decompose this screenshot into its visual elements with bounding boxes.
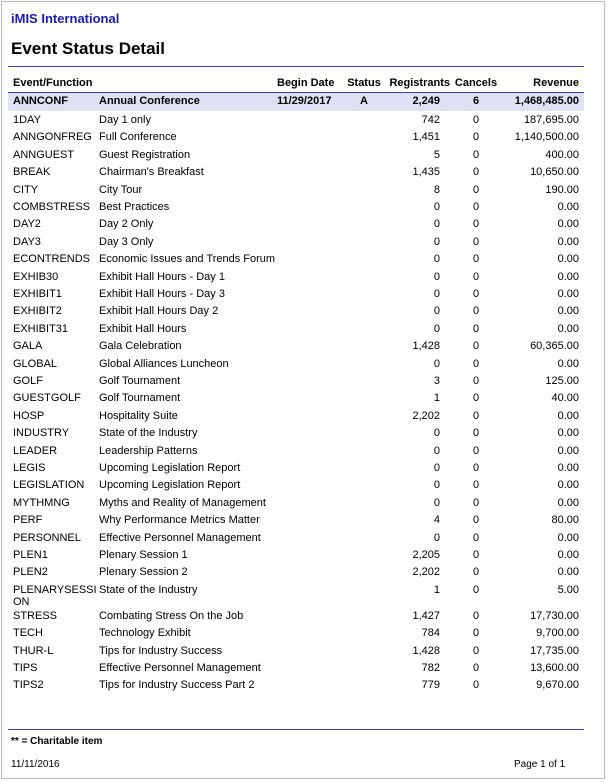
table-row xyxy=(8,182,584,199)
col-registrants: Registrants xyxy=(389,77,450,89)
function-revenue: 190.00 xyxy=(545,183,579,196)
function-revenue: 0.00 xyxy=(557,357,579,370)
function-registrants: 742 xyxy=(421,114,440,126)
event-revenue: 1,468,485.00 xyxy=(514,95,579,107)
function-revenue: 0.00 xyxy=(557,566,579,579)
table-row xyxy=(8,625,584,642)
function-cancels: 0 xyxy=(472,627,480,640)
function-cancels: 0 xyxy=(472,566,480,579)
function-revenue: 17,730.00 xyxy=(530,609,579,622)
function-code: COMBSTRESS xyxy=(13,201,91,213)
function-code: THUR-L xyxy=(13,644,54,657)
table-row xyxy=(8,477,584,494)
function-name: Exhibit Hall Hours xyxy=(99,322,187,335)
function-registrants: 2,202 xyxy=(412,566,440,579)
function-revenue: 0.00 xyxy=(557,322,579,335)
function-registrants: 3 xyxy=(433,375,440,387)
function-code: LEGIS xyxy=(13,462,46,474)
function-revenue: 17,735.00 xyxy=(530,644,579,657)
function-cancels: 0 xyxy=(472,114,480,126)
function-cancels: 0 xyxy=(472,131,480,144)
table-row xyxy=(8,547,584,564)
function-code: DAY2 xyxy=(13,218,41,231)
function-name: Myths and Reality of Management xyxy=(99,496,266,509)
function-revenue: 400.00 xyxy=(545,148,579,161)
function-registrants: 0 xyxy=(433,444,440,457)
function-registrants: 1,427 xyxy=(412,609,440,622)
function-revenue: 187,695.00 xyxy=(523,114,579,126)
function-code: CITY xyxy=(13,183,39,196)
function-revenue: 40.00 xyxy=(551,392,579,405)
event-status: A xyxy=(360,95,368,107)
table-row xyxy=(8,286,584,303)
function-code: LEADER xyxy=(13,444,58,457)
table-row xyxy=(8,443,584,460)
function-name: Best Practices xyxy=(99,201,170,213)
function-cancels: 0 xyxy=(472,288,480,300)
function-name: Technology Exhibit xyxy=(99,627,191,640)
table-row xyxy=(8,425,584,442)
function-cancels: 0 xyxy=(472,357,480,370)
function-revenue: 1,140,500.00 xyxy=(514,131,579,144)
table-header xyxy=(8,77,584,91)
function-registrants: 1,435 xyxy=(412,166,440,179)
report-date: 11/11/2016 xyxy=(11,759,60,770)
table-row xyxy=(8,495,584,512)
table-row xyxy=(8,269,584,286)
function-cancels: 0 xyxy=(472,679,480,692)
function-registrants: 0 xyxy=(433,427,440,440)
function-registrants: 0 xyxy=(433,531,440,544)
event-begin-date: 11/29/2017 xyxy=(277,95,332,107)
function-revenue: 0.00 xyxy=(557,235,579,248)
function-registrants: 0 xyxy=(433,496,440,509)
function-cancels: 0 xyxy=(472,166,480,179)
function-code: GUESTGOLF xyxy=(13,392,81,405)
function-name: Why Performance Metrics Matter xyxy=(99,514,260,527)
event-name: Annual Conference xyxy=(99,95,200,107)
col-status: Status xyxy=(347,77,381,89)
function-name: Exhibit Hall Hours - Day 3 xyxy=(99,288,225,300)
function-registrants: 0 xyxy=(433,218,440,231)
function-revenue: 0.00 xyxy=(557,496,579,509)
org-name: iMIS International xyxy=(11,11,120,26)
col-event: Event/Function xyxy=(13,77,93,89)
table-row xyxy=(8,234,584,251)
function-code: EXHIBIT31 xyxy=(13,322,69,335)
table-row xyxy=(8,129,584,146)
function-registrants: 1 xyxy=(433,583,440,596)
table-row xyxy=(8,582,584,608)
function-code: GLOBAL xyxy=(13,357,58,370)
page-title: Event Status Detail xyxy=(11,39,165,58)
function-cancels: 0 xyxy=(472,148,480,161)
function-cancels: 0 xyxy=(472,583,480,596)
event-code: ANNCONF xyxy=(13,95,68,107)
function-cancels: 0 xyxy=(472,201,480,213)
function-code: STRESS xyxy=(13,609,58,622)
function-code: PLEN1 xyxy=(13,549,48,561)
table-row xyxy=(8,677,584,694)
page-indicator: Page 1 of 1 xyxy=(514,759,566,770)
function-cancels: 0 xyxy=(472,444,480,457)
function-registrants: 0 xyxy=(433,479,440,492)
function-name: Effective Personnel Management xyxy=(99,531,261,544)
function-code: TECH xyxy=(13,627,43,640)
table-row xyxy=(8,164,584,181)
function-revenue: 125.00 xyxy=(545,375,579,387)
function-name: Chairman's Breakfast xyxy=(99,166,204,179)
function-registrants: 0 xyxy=(433,201,440,213)
header-rule xyxy=(8,66,584,67)
function-name: State of the Industry xyxy=(99,583,198,596)
function-cancels: 0 xyxy=(472,479,480,492)
function-code: PERF xyxy=(13,514,43,527)
function-cancels: 0 xyxy=(472,427,480,440)
function-code: GALA xyxy=(13,340,43,353)
function-code: GOLF xyxy=(13,375,43,387)
function-revenue: 0.00 xyxy=(557,218,579,231)
function-name: City Tour xyxy=(99,183,143,196)
function-revenue: 0.00 xyxy=(557,253,579,266)
event-registrants: 2,249 xyxy=(412,95,440,107)
function-name: Full Conference xyxy=(99,131,177,144)
function-cancels: 0 xyxy=(472,253,480,266)
function-registrants: 0 xyxy=(433,270,440,283)
function-registrants: 4 xyxy=(433,514,440,527)
function-registrants: 0 xyxy=(433,235,440,248)
function-revenue: 0.00 xyxy=(557,549,579,561)
table-row xyxy=(8,608,584,625)
function-cancels: 0 xyxy=(472,662,480,674)
function-code: DAY3 xyxy=(13,235,41,248)
function-name: Upcoming Legislation Report xyxy=(99,479,241,492)
function-name: Economic Issues and Trends Forum xyxy=(99,253,276,266)
function-code: ECONTRENDS xyxy=(13,253,91,266)
function-name: Day 1 only xyxy=(99,114,151,126)
function-name: Hospitality Suite xyxy=(99,409,178,422)
table-row xyxy=(8,460,584,477)
function-registrants: 782 xyxy=(421,662,440,674)
table-row xyxy=(8,199,584,216)
function-name: Tips for Industry Success Part 2 xyxy=(99,679,255,692)
function-code: PLENARYSESSI ON xyxy=(13,583,97,608)
function-revenue: 13,600.00 xyxy=(530,662,579,674)
event-cancels: 6 xyxy=(472,95,480,107)
function-cancels: 0 xyxy=(472,531,480,544)
function-code: INDUSTRY xyxy=(13,427,70,440)
function-name: Gala Celebration xyxy=(99,340,182,353)
function-code: LEGISLATION xyxy=(13,479,85,492)
function-revenue: 0.00 xyxy=(557,270,579,283)
function-registrants: 0 xyxy=(433,462,440,474)
function-name: Day 3 Only xyxy=(99,235,154,248)
function-cancels: 0 xyxy=(472,644,480,657)
table-row xyxy=(8,112,584,129)
function-code: EXHIBIT1 xyxy=(13,288,62,300)
function-revenue: 0.00 xyxy=(557,409,579,422)
table-row xyxy=(8,643,584,660)
function-registrants: 1,428 xyxy=(412,644,440,657)
function-cancels: 0 xyxy=(472,375,480,387)
function-name: Plenary Session 1 xyxy=(99,549,188,561)
function-code: EXHIBIT2 xyxy=(13,305,62,318)
function-cancels: 0 xyxy=(472,340,480,353)
function-revenue: 60,365.00 xyxy=(530,340,579,353)
function-code: PLEN2 xyxy=(13,566,48,579)
function-name: Exhibit Hall Hours - Day 1 xyxy=(99,270,225,283)
function-registrants: 0 xyxy=(433,322,440,335)
function-registrants: 8 xyxy=(433,183,440,196)
function-cancels: 0 xyxy=(472,183,480,196)
function-name: Day 2 Only xyxy=(99,218,154,231)
col-cancels: Cancels xyxy=(454,77,498,89)
table-row xyxy=(8,512,584,529)
function-revenue: 9,670.00 xyxy=(536,679,579,692)
function-registrants: 0 xyxy=(433,305,440,318)
function-code: EXHIB30 xyxy=(13,270,59,283)
charitable-note: ** = Charitable item xyxy=(11,736,103,747)
function-revenue: 5.00 xyxy=(557,583,579,596)
function-registrants: 1 xyxy=(433,392,440,405)
function-name: State of the Industry xyxy=(99,427,198,440)
function-code: BREAK xyxy=(13,166,51,179)
function-cancels: 0 xyxy=(472,218,480,231)
function-revenue: 80.00 xyxy=(551,514,579,527)
footer-rule xyxy=(8,729,584,730)
function-registrants: 2,202 xyxy=(412,409,440,422)
table-row xyxy=(8,251,584,268)
function-name: Leadership Patterns xyxy=(99,444,198,457)
function-revenue: 0.00 xyxy=(557,462,579,474)
function-registrants: 0 xyxy=(433,357,440,370)
function-code: ANNGONFREG xyxy=(13,131,92,144)
function-name: Global Alliances Luncheon xyxy=(99,357,229,370)
function-cancels: 0 xyxy=(472,235,480,248)
table-row xyxy=(8,321,584,338)
function-name: Golf Tournament xyxy=(99,392,181,405)
function-revenue: 0.00 xyxy=(557,531,579,544)
table-row xyxy=(8,356,584,373)
table-row xyxy=(8,303,584,320)
function-revenue: 0.00 xyxy=(557,288,579,300)
function-cancels: 0 xyxy=(472,549,480,561)
function-code: 1DAY xyxy=(13,114,41,126)
table-row xyxy=(8,408,584,425)
function-name: Guest Registration xyxy=(99,148,191,161)
function-name: Exhibit Hall Hours Day 2 xyxy=(99,305,219,318)
function-revenue: 9,700.00 xyxy=(536,627,579,640)
function-revenue: 0.00 xyxy=(557,479,579,492)
function-cancels: 0 xyxy=(472,409,480,422)
table-row xyxy=(8,390,584,407)
function-code: PERSONNEL xyxy=(13,531,81,544)
function-cancels: 0 xyxy=(472,392,480,405)
table-row xyxy=(8,530,584,547)
table-row xyxy=(8,373,584,390)
function-registrants: 784 xyxy=(421,627,440,640)
function-cancels: 0 xyxy=(472,496,480,509)
function-name: Upcoming Legislation Report xyxy=(99,462,241,474)
table-row xyxy=(8,338,584,355)
table-row-main-event xyxy=(8,93,584,111)
function-cancels: 0 xyxy=(472,270,480,283)
function-name: Plenary Session 2 xyxy=(99,566,188,579)
function-cancels: 0 xyxy=(472,305,480,318)
function-revenue: 0.00 xyxy=(557,444,579,457)
function-name: Golf Tournament xyxy=(99,375,181,387)
function-code: TIPS2 xyxy=(13,679,44,692)
function-code: TIPS xyxy=(13,662,38,674)
function-registrants: 0 xyxy=(433,253,440,266)
function-revenue: 10,650.00 xyxy=(530,166,579,179)
function-code: MYTHMNG xyxy=(13,496,70,509)
function-revenue: 0.00 xyxy=(557,305,579,318)
function-name: Combating Stress On the Job xyxy=(99,609,244,622)
function-registrants: 1,451 xyxy=(412,131,440,144)
function-cancels: 0 xyxy=(472,514,480,527)
function-registrants: 2,205 xyxy=(412,549,440,561)
function-name: Tips for Industry Success xyxy=(99,644,223,657)
function-registrants: 1,428 xyxy=(412,340,440,353)
function-cancels: 0 xyxy=(472,462,480,474)
function-cancels: 0 xyxy=(472,322,480,335)
function-cancels: 0 xyxy=(472,609,480,622)
col-revenue: Revenue xyxy=(533,77,579,89)
table-row xyxy=(8,564,584,581)
function-code: HOSP xyxy=(13,409,45,422)
function-name: Effective Personnel Management xyxy=(99,662,261,674)
table-row xyxy=(8,660,584,677)
table-row xyxy=(8,216,584,233)
function-registrants: 5 xyxy=(433,148,440,161)
function-code: ANNGUEST xyxy=(13,148,75,161)
table-row xyxy=(8,147,584,164)
function-revenue: 0.00 xyxy=(557,427,579,440)
function-registrants: 0 xyxy=(433,288,440,300)
function-registrants: 779 xyxy=(421,679,440,692)
function-revenue: 0.00 xyxy=(557,201,579,213)
col-begin-date: Begin Date xyxy=(277,77,335,89)
